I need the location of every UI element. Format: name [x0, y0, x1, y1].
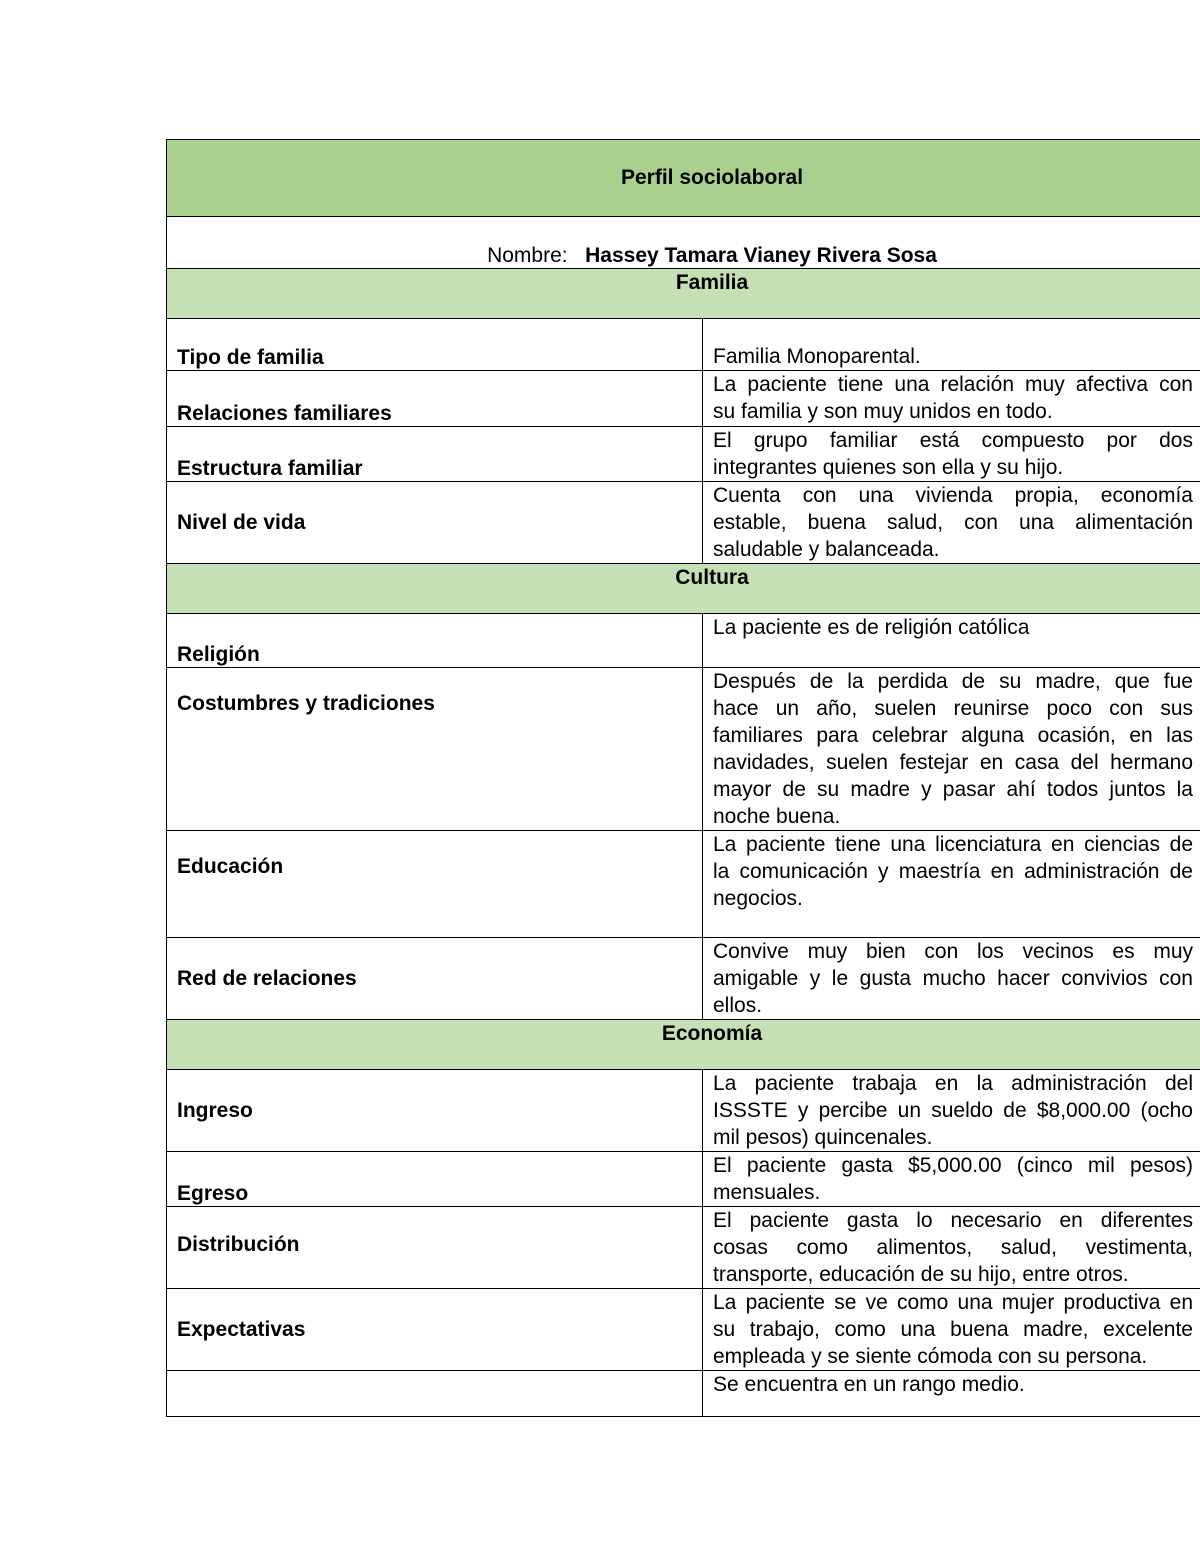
value-line: cosas como alimentos, salud, vestimenta,: [713, 1236, 1193, 1259]
name-label: Nombre:: [487, 244, 568, 267]
row-label: Educación: [167, 831, 703, 938]
value-line: El paciente gasta $5,000.00 (cinco mil pesos): [713, 1154, 1193, 1177]
table-row: [167, 614, 1200, 668]
value-line: saludable y balanceada.: [713, 538, 940, 561]
value-line: negocios.: [713, 887, 803, 910]
table-row: [167, 831, 1200, 938]
section-heading: Familia: [675, 271, 749, 294]
table-row: [167, 1289, 1200, 1371]
profile-table: [166, 139, 1200, 1417]
value-line: La paciente se ve como una mujer productiva en: [713, 1291, 1193, 1314]
value-line: noche buena.: [713, 805, 841, 828]
value-line: El paciente gasta lo necesario en diferentes: [713, 1209, 1193, 1232]
table-row: [167, 319, 1200, 371]
row-label: Ingreso: [167, 1070, 703, 1152]
row-label: Relaciones familiares: [167, 371, 703, 427]
value-line: familiares para celebrar alguna ocasión, en las: [713, 724, 1193, 747]
name-row: [167, 217, 1200, 269]
value-line: Convive muy bien con los vecinos es muy: [713, 940, 1193, 963]
row-value: [703, 1207, 1200, 1289]
value-line: mil pesos) quincenales.: [713, 1126, 933, 1149]
row-label: Nivel de vida: [167, 482, 703, 564]
value-line: Después de la perdida de su madre, que fue: [713, 670, 1193, 693]
table-row: [167, 1371, 1200, 1417]
row-value: [703, 938, 1200, 1020]
row-value: [703, 1371, 1200, 1417]
row-label: Distribución: [167, 1207, 703, 1289]
row-value: [703, 668, 1200, 831]
row-label: Red de relaciones: [167, 938, 703, 1020]
value-line: La paciente es de religión católica: [713, 616, 1030, 639]
row-label: Expectativas: [167, 1289, 703, 1371]
value-line: El grupo familiar está compuesto por dos: [713, 429, 1193, 452]
row-value: [703, 831, 1200, 938]
value-line: amigable y le gusta mucho hacer convivios con: [713, 967, 1193, 990]
section-heading: Economía: [661, 1022, 763, 1045]
value-line: hace un año, suelen reunirse poco con sus: [713, 697, 1193, 720]
value-line: su trabajo, como una buena madre, excelente: [713, 1318, 1193, 1341]
row-label: Tipo de familia: [167, 319, 703, 371]
row-value: [703, 482, 1200, 564]
table-row: [167, 427, 1200, 482]
value-line: Cuenta con una vivienda propia, economía: [713, 484, 1193, 507]
table-row: [167, 1207, 1200, 1289]
value-line: [713, 319, 1193, 343]
row-value: [703, 1289, 1200, 1371]
value-line: Familia Monoparental.: [713, 345, 921, 368]
row-label: [167, 1371, 703, 1417]
value-line: su familia y son muy unidos en todo.: [713, 400, 1053, 423]
row-value: [703, 1070, 1200, 1152]
title-row: [167, 140, 1200, 217]
value-line: integrantes quienes son ella y su hijo.: [713, 456, 1064, 479]
value-line: empleada y se siente cómoda con su persona.: [713, 1345, 1148, 1368]
value-line: ISSSTE y percibe un sueldo de $8,000.00 (ocho: [713, 1099, 1193, 1122]
section-familia: [167, 269, 1200, 319]
table-row: [167, 938, 1200, 1020]
document-title: Perfil sociolaboral: [620, 166, 804, 189]
value-line: La paciente tiene una relación muy afectiva con: [713, 373, 1193, 396]
section-economia: [167, 1020, 1200, 1070]
value-line: La paciente trabaja en la administración del: [713, 1072, 1193, 1095]
row-label: Religión: [167, 614, 703, 668]
value-line: mayor de su madre y pasar ahí todos juntos la: [713, 778, 1193, 801]
row-label: Costumbres y tradiciones: [167, 668, 703, 831]
row-label: Estructura familiar: [167, 427, 703, 482]
value-line: la comunicación y maestría en administración de: [713, 860, 1193, 883]
table-row: [167, 482, 1200, 564]
row-value: [703, 614, 1200, 668]
name-value: Hassey Tamara Vianey Rivera Sosa: [585, 244, 937, 267]
table-row: [167, 1152, 1200, 1207]
value-line: La paciente tiene una licenciatura en ciencias de: [713, 833, 1193, 856]
value-line: navidades, suelen festejar en casa del hermano: [713, 751, 1193, 774]
table-row: [167, 668, 1200, 831]
table-row: [167, 1070, 1200, 1152]
section-cultura: [167, 564, 1200, 614]
row-value: [703, 1152, 1200, 1207]
value-line: estable, buena salud, con una alimentación: [713, 511, 1193, 534]
row-value: [703, 427, 1200, 482]
value-line: mensuales.: [713, 1181, 821, 1204]
value-line: transporte, educación de su hijo, entre otros.: [713, 1263, 1129, 1286]
row-label: Egreso: [167, 1152, 703, 1207]
value-line: Se encuentra en un rango medio.: [713, 1373, 1025, 1396]
value-line: ellos.: [713, 994, 763, 1017]
table-row: [167, 371, 1200, 427]
row-value: [703, 319, 1200, 371]
row-value: [703, 371, 1200, 427]
section-heading: Cultura: [675, 566, 749, 589]
